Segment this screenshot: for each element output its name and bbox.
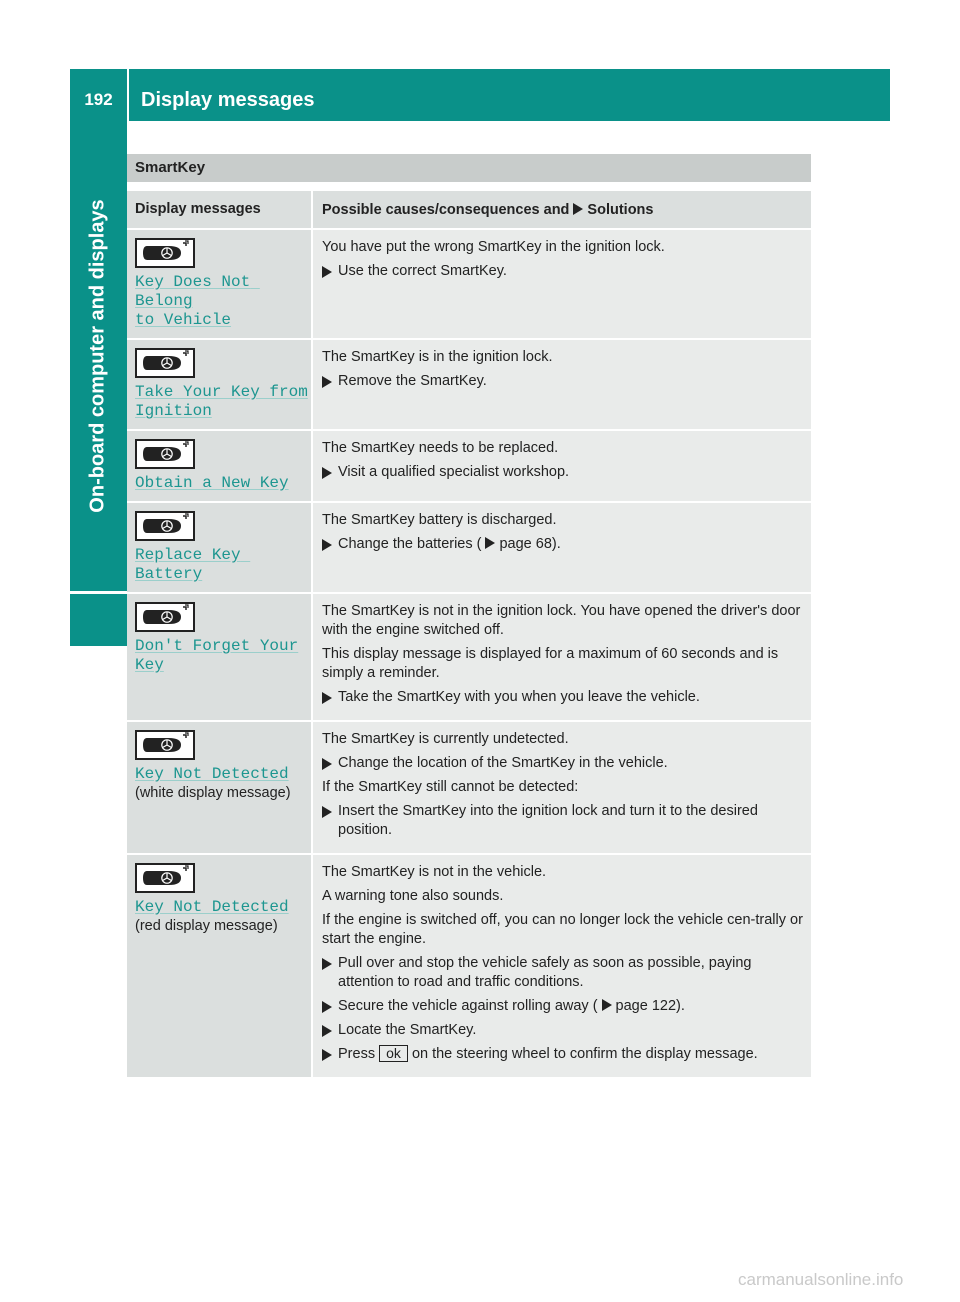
cause-text	[322, 887, 805, 906]
table-row	[127, 230, 811, 340]
page-reference-icon	[602, 999, 612, 1011]
solution-arrow-icon	[322, 758, 332, 770]
solution-step	[322, 535, 805, 554]
solution-step	[322, 1045, 805, 1064]
table-row	[127, 340, 811, 431]
cause-text	[322, 439, 805, 458]
solution-arrow-icon	[322, 467, 332, 479]
watermark: carmanualsonline.info	[738, 1270, 904, 1289]
cause-text	[322, 602, 805, 640]
cause-text	[322, 863, 805, 882]
line-text: Press	[338, 1046, 376, 1062]
solution-step	[322, 802, 805, 840]
message-cell	[127, 431, 313, 501]
solution-arrow-icon	[322, 958, 332, 970]
display-message-text: Obtain a New Key	[135, 474, 289, 492]
smartkey-icon	[135, 238, 195, 268]
table-header-row	[127, 191, 811, 230]
line-text: Visit a qualified specialist workshop.	[338, 464, 570, 480]
cause-text	[322, 778, 805, 797]
line-text: The SmartKey needs to be replaced.	[322, 440, 559, 456]
smartkey-icon	[135, 439, 195, 469]
column-header-suffix: Solutions	[587, 202, 654, 218]
line-text: Change the batteries (	[338, 536, 482, 552]
line-text: Locate the SmartKey.	[338, 1022, 477, 1038]
message-cell	[127, 855, 313, 1077]
display-message-text: Key Does Not Belong to Vehicle	[135, 273, 251, 329]
section-heading: Display messages	[141, 89, 315, 111]
page-reference-icon	[485, 537, 495, 549]
line-text: The SmartKey is not in the vehicle.	[322, 864, 547, 880]
message-cell	[127, 722, 313, 853]
smartkey-icon	[135, 602, 195, 632]
line-text: If the engine is switched off, you can no longer lock the vehicle cen-trally or start the engine.	[322, 912, 803, 947]
line-text: Change the location of the SmartKey in the vehicle.	[338, 755, 668, 771]
line-text: The SmartKey is not in the ignition lock. You have opened the driver's door with the engine switched off.	[322, 603, 801, 638]
solution-cell	[313, 855, 811, 1077]
cause-text	[322, 645, 805, 683]
table-title: SmartKey	[127, 154, 811, 182]
message-note: (red display message)	[135, 918, 278, 934]
smartkey-icon	[135, 730, 195, 760]
table-row	[127, 503, 811, 594]
cause-text	[322, 911, 805, 949]
message-cell	[127, 340, 313, 429]
column-header-solutions	[313, 191, 811, 228]
page-reference: page 122	[615, 998, 677, 1014]
table-row	[127, 594, 811, 722]
line-text: Take the SmartKey with you when you leave the vehicle.	[338, 689, 700, 705]
solution-arrow-icon	[322, 266, 332, 278]
line-text: The SmartKey battery is discharged.	[322, 512, 557, 528]
line-text: You have put the wrong SmartKey in the ignition lock.	[322, 239, 665, 255]
line-text: Insert the SmartKey into the ignition lock and turn it to the desired position.	[338, 803, 758, 838]
line-text: The SmartKey is currently undetected.	[322, 731, 569, 747]
solution-step	[322, 1021, 805, 1040]
solution-step	[322, 997, 805, 1016]
line-text: Remove the SmartKey.	[338, 373, 487, 389]
line-text-after: on the steering wheel to confirm the display message.	[411, 1046, 758, 1062]
solution-step	[322, 688, 805, 707]
cause-text	[322, 730, 805, 749]
table-row	[127, 431, 811, 503]
message-cell	[127, 230, 313, 338]
solution-cell	[313, 230, 811, 338]
cause-text	[322, 511, 805, 530]
display-message-text: Key Not Detected	[135, 898, 289, 916]
display-message-text: Don't Forget Your Key	[135, 637, 299, 674]
message-table	[127, 154, 811, 1079]
solution-step	[322, 372, 805, 391]
smartkey-icon	[135, 863, 195, 893]
cause-text	[322, 238, 805, 257]
line-text: The SmartKey is in the ignition lock.	[322, 349, 553, 365]
line-text: This display message is displayed for a maximum of 60 seconds and is simply a reminder.	[322, 646, 779, 681]
table-row	[127, 722, 811, 855]
solution-cell	[313, 503, 811, 592]
side-block	[70, 594, 127, 646]
line-text: A warning tone also sounds.	[322, 888, 504, 904]
line-text: Use the correct SmartKey.	[338, 263, 507, 279]
page-header	[70, 69, 890, 121]
solution-cell	[313, 722, 811, 853]
solution-cell	[313, 594, 811, 720]
solution-arrow-icon	[322, 806, 332, 818]
column-header-messages: Display messages	[127, 191, 313, 228]
display-message-text: Take Your Key from Ignition	[135, 383, 308, 420]
solution-cell	[313, 340, 811, 429]
message-cell	[127, 594, 313, 720]
line-text: If the SmartKey still cannot be detected:	[322, 779, 579, 795]
table-body	[127, 230, 811, 1079]
display-message-text: Replace Key Battery	[135, 546, 251, 583]
smartkey-icon	[135, 511, 195, 541]
solution-arrow-icon	[322, 539, 332, 551]
page-reference: page 68	[499, 536, 552, 552]
ok-button-symbol: ok	[379, 1045, 408, 1062]
line-text-after: ).	[551, 536, 561, 552]
solution-step	[322, 463, 805, 482]
table-row	[127, 855, 811, 1079]
line-text: Pull over and stop the vehicle safely as soon as possible, paying attention to road and traffic conditions.	[338, 955, 752, 990]
solution-arrow-icon	[322, 692, 332, 704]
cause-text	[322, 348, 805, 367]
column-header-prefix: Possible causes/consequences and	[322, 202, 570, 218]
solution-arrow-icon	[573, 203, 583, 215]
line-text-after: ).	[676, 998, 685, 1014]
solution-step	[322, 954, 805, 992]
solution-arrow-icon	[322, 1025, 332, 1037]
solution-arrow-icon	[322, 1001, 332, 1013]
solution-arrow-icon	[322, 1049, 332, 1061]
solution-cell	[313, 431, 811, 501]
display-message-text: Key Not Detected	[135, 765, 289, 783]
message-note: (white display message)	[135, 785, 291, 801]
message-cell	[127, 503, 313, 592]
page-number: 192	[84, 90, 113, 109]
solution-arrow-icon	[322, 376, 332, 388]
smartkey-icon	[135, 348, 195, 378]
solution-step	[322, 754, 805, 773]
line-text: Secure the vehicle against rolling away (	[338, 998, 598, 1014]
side-tab-title: On-board computer and displays	[86, 199, 109, 513]
solution-step	[322, 262, 805, 281]
